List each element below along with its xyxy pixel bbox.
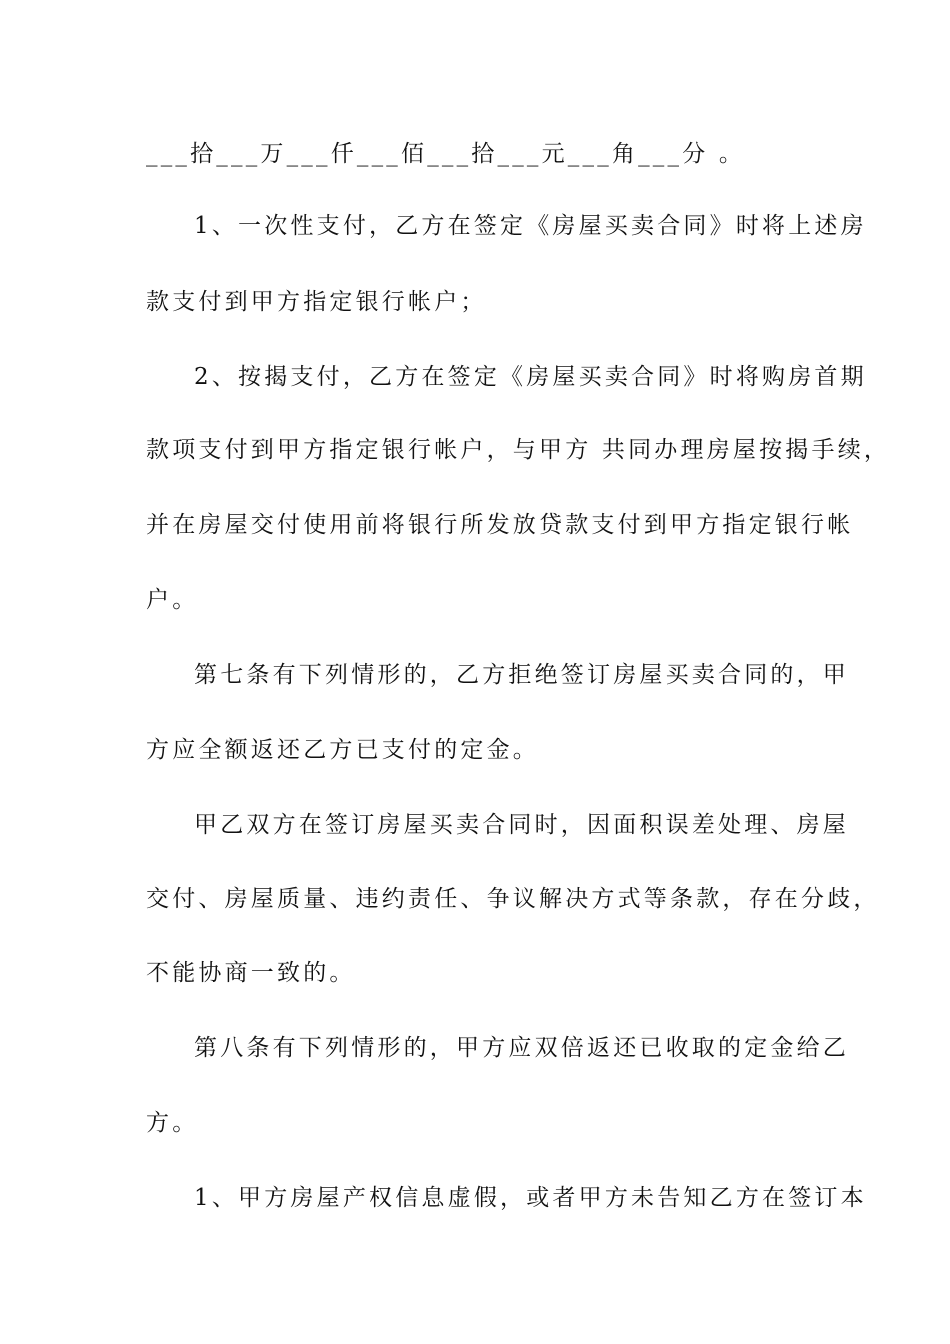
text-line-article-7: 第七条有下列情形的，乙方拒绝签订房屋买卖合同的，甲	[194, 662, 849, 688]
text-line-paragraph: 甲乙双方在签订房屋买卖合同时，因面积误差处理、房屋	[194, 812, 849, 838]
text-line: 并在房屋交付使用前将银行所发放贷款支付到甲方指定银行帐	[146, 512, 854, 538]
text-line: 户。	[146, 587, 199, 613]
text-line: 方。	[146, 1110, 199, 1136]
text-line-clause-1b: 1、甲方房屋产权信息虚假，或者甲方未告知乙方在签订本	[194, 1185, 867, 1211]
text-line-clause-2: 2、按揭支付，乙方在签定《房屋买卖合同》时将购房首期	[194, 364, 867, 390]
text-line-amount: ___拾___万___仟___佰___拾___元___角___分 。	[146, 141, 746, 167]
text-line: 方应全额返还乙方已支付的定金。	[146, 737, 539, 763]
text-line-clause-1: 1、一次性支付，乙方在签定《房屋买卖合同》时将上述房	[194, 213, 867, 239]
text-line: 不能协商一致的。	[146, 960, 356, 986]
text-line: 款支付到甲方指定银行帐户；	[146, 289, 487, 315]
text-line: 交付、房屋质量、违约责任、争议解决方式等条款，存在分歧，	[146, 886, 880, 912]
text-line-article-8: 第八条有下列情形的，甲方应双倍返还已收取的定金给乙	[194, 1035, 849, 1061]
text-line: 款项支付到甲方指定银行帐户，与甲方 共同办理房屋按揭手续，	[146, 437, 891, 463]
